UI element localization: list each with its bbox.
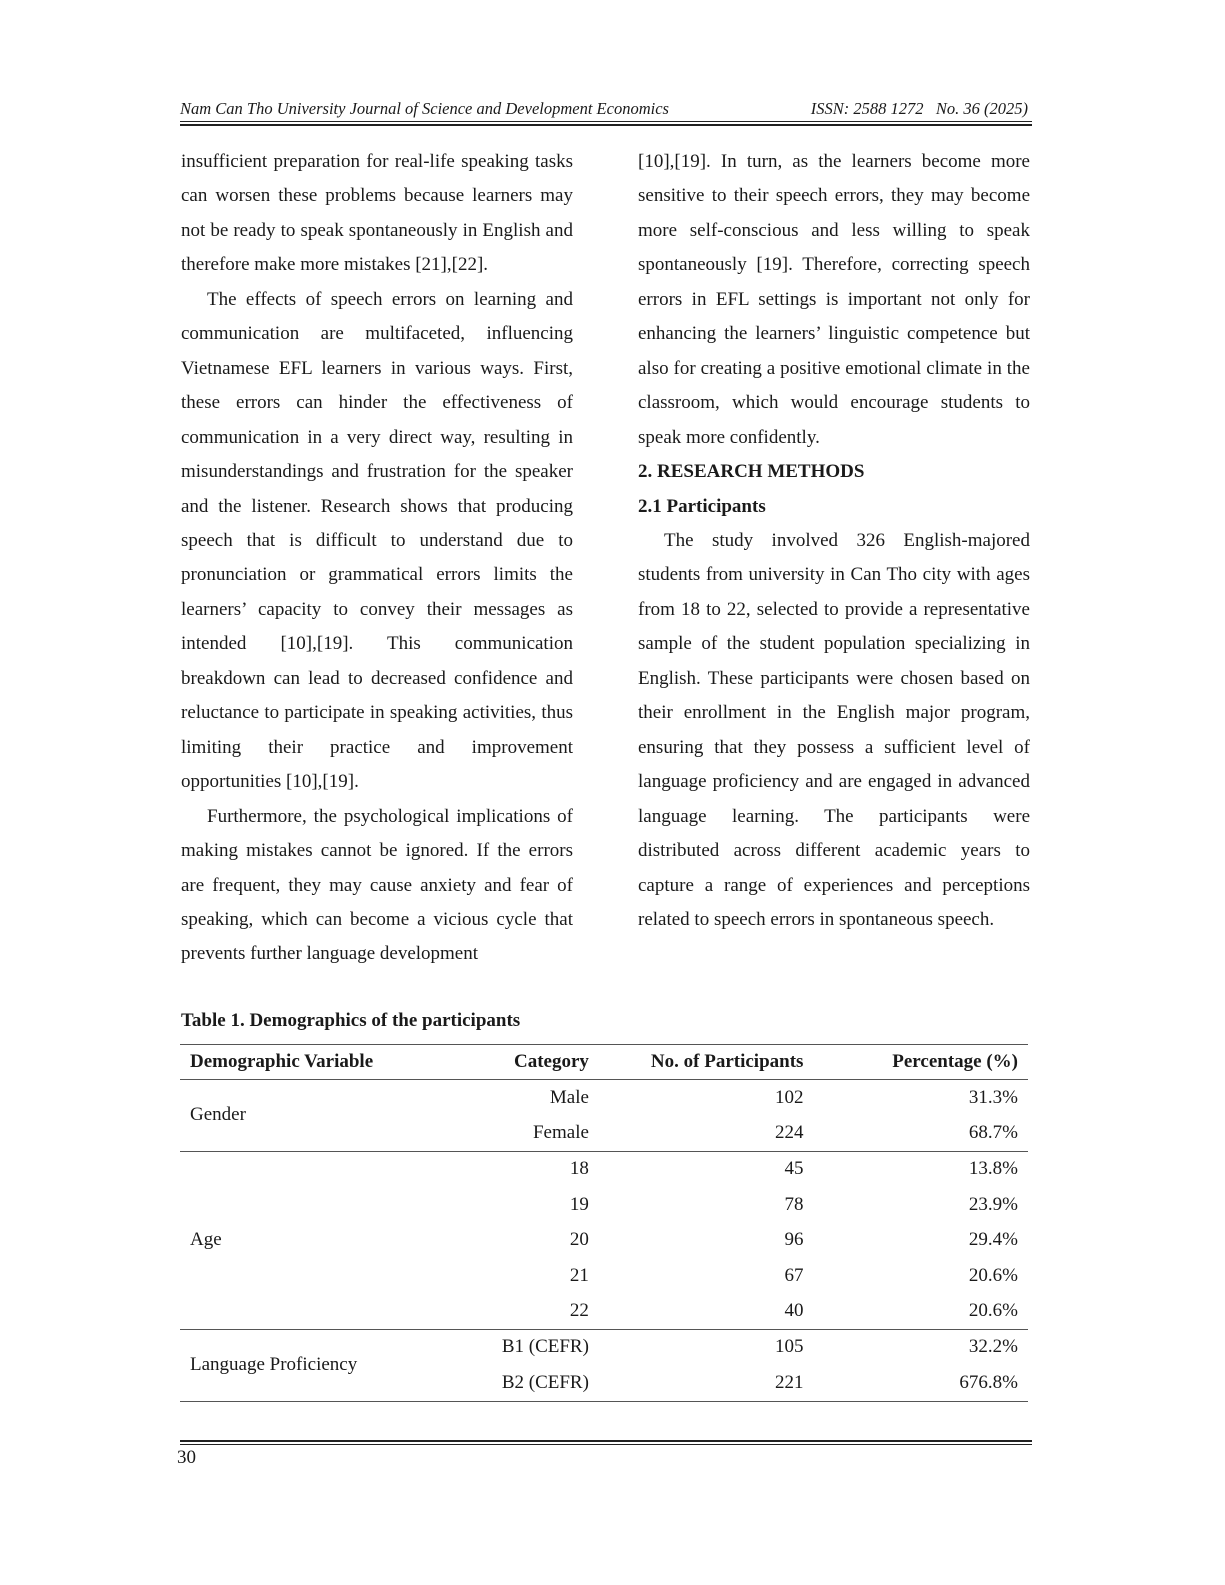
percent-cell: 23.9% <box>968 1193 1018 1215</box>
header-category: Category <box>453 1045 599 1080</box>
table-row <box>180 1329 1028 1365</box>
section-heading: 2. RESEARCH METHODS <box>638 461 865 483</box>
percent-cell: 29.4% <box>968 1229 1018 1251</box>
table-row <box>180 1151 1028 1187</box>
category-cell: 18 <box>453 1151 599 1187</box>
issn-issue: ISSN: 2588 1272 No. 36 (2025) <box>810 99 1028 118</box>
percent-cell: 20.6% <box>968 1300 1018 1322</box>
percent-cell: 20.6% <box>968 1264 1018 1286</box>
percent-cell: 13.8% <box>813 1151 1028 1187</box>
header-participants: No. of Participants <box>599 1045 814 1080</box>
percent-cell: 31.3% <box>968 1086 1018 1108</box>
left-column <box>181 145 573 972</box>
count-cell: 221 <box>599 1365 814 1401</box>
category-cell: 20 <box>569 1229 589 1251</box>
page-number: 30 <box>177 1447 196 1468</box>
count-cell: 45 <box>599 1151 814 1187</box>
category-cell: Male <box>549 1086 589 1108</box>
header-demographic-variable: Demographic Variable <box>180 1045 453 1080</box>
category-cell: 22 <box>569 1300 589 1322</box>
variable-gender: Gender <box>190 1104 246 1126</box>
count-cell: 96 <box>784 1229 804 1251</box>
header-percentage: Percentage (%) <box>813 1045 1028 1080</box>
percent-cell: 32.2% <box>813 1329 1028 1365</box>
left-paragraph-3: Furthermore, the psychological implications of making mistakes cannot be ignored. If the errors are frequent, they may cause anxiety and fear of speaking, which can become a vicious cycle that prevents further language development <box>181 805 573 965</box>
variable-language-proficiency: Language Proficiency <box>180 1329 453 1401</box>
category-cell: B2 (CEFR) <box>453 1365 599 1401</box>
left-paragraph-1: insufficient preparation for real-life speaking tasks can worsen these problems because learners may not be ready to speak spontaneously in English and therefore make more mistakes [21],[22]. <box>181 151 573 276</box>
category-cell: Female <box>532 1122 589 1144</box>
count-cell: 102 <box>774 1086 804 1108</box>
count-cell: 78 <box>784 1193 804 1215</box>
header-rule-thick <box>180 124 1032 126</box>
percent-cell: 68.7% <box>968 1122 1018 1144</box>
category-cell: 19 <box>569 1193 589 1215</box>
footer-rule-thin <box>180 1444 1032 1445</box>
right-paragraph-2: The study involved 326 English-majored students from university in Can Tho city with ages from 18 to 22, selected to provide a representative sample of the student population specializing in English. These participants were chosen based on their enrollment in the English major program, ensuring that they possess a sufficient level of language proficiency and are engaged in advanced language learning. The participants were distributed across different academic years to capture a range of experiences and perceptions related to speech errors in spontaneous speech. <box>638 529 1030 930</box>
running-header <box>180 97 1032 121</box>
count-cell: 67 <box>784 1264 804 1286</box>
count-cell: 40 <box>784 1300 804 1322</box>
count-cell: 224 <box>774 1122 804 1144</box>
table-header-row <box>180 1045 1028 1080</box>
left-paragraph-2: The effects of speech errors on learning and communication are multifaceted, influencing Vietnamese EFL learners in various ways. First, these errors can hinder the effectiveness of communication in a very direct way, resulting in misunderstandings and frustration for the speaker and the listener. Research shows that producing speech that is difficult to understand due to pronunciation or grammatical errors limits the learners’ capacity to convey their messages as intended [10],[19]. This communication breakdown can lead to decreased confidence and reluctance to participate in speaking activities, thus limiting their practice and improvement opportunities [10],[19]. <box>181 288 573 793</box>
subsection-heading: 2.1 Participants <box>638 495 766 517</box>
footer-rule-thick <box>180 1440 1032 1442</box>
category-cell: 21 <box>569 1264 589 1286</box>
right-column <box>638 145 1030 937</box>
header-rule-thin <box>180 121 1032 122</box>
table-caption: Table 1. Demographics of the participants <box>181 1010 521 1031</box>
percent-cell: 676.8% <box>813 1365 1028 1401</box>
right-paragraph-1: [10],[19]. In turn, as the learners become more sensitive to their speech errors, they may become more self-conscious and less willing to speak spontaneously [19]. Therefore, correcting speech errors in EFL settings is important not only for enhancing the learners’ linguistic competence but also for creating a positive emotional climate in the classroom, which would encourage students to speak more confidently. <box>638 151 1030 448</box>
journal-title: Nam Can Tho University Journal of Science and Development Economics <box>180 99 669 118</box>
variable-age: Age <box>180 1151 453 1329</box>
category-cell: B1 (CEFR) <box>453 1329 599 1365</box>
table-row <box>180 1080 1028 1116</box>
count-cell: 105 <box>599 1329 814 1365</box>
demographics-table <box>180 1044 1028 1402</box>
